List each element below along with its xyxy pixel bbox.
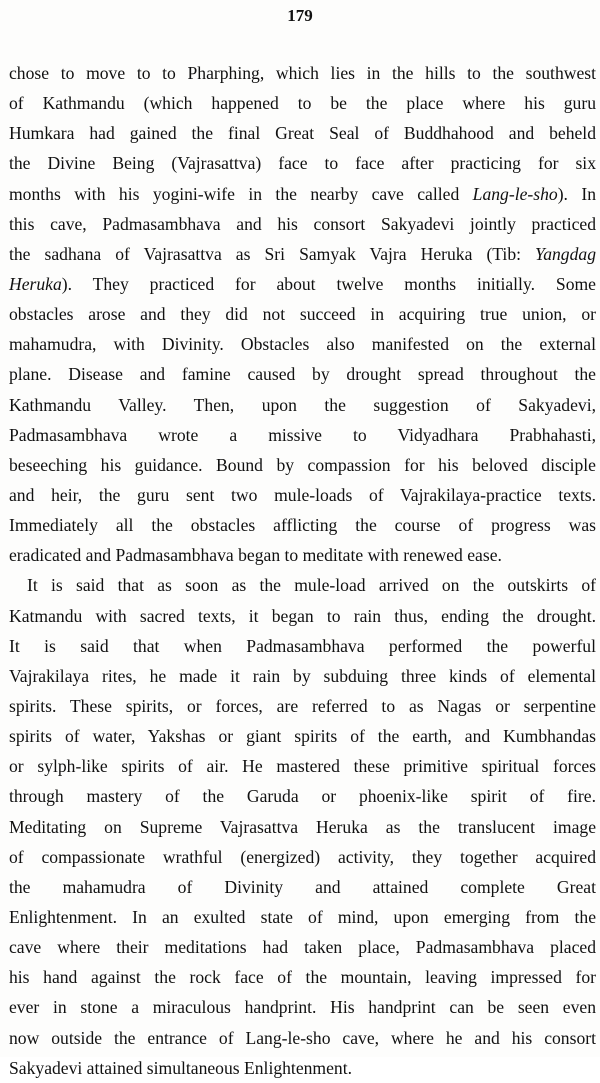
text-segment: Humkara had gained the final Great Seal of Buddhahood and beheld	[9, 123, 596, 144]
text-segment: the Divine Being (Vajrasattva) face to face after practicing for six	[9, 153, 596, 174]
text-segment: chose to move to to Pharphing, which lies in the hills to the southwest	[9, 63, 596, 83]
text-line	[9, 179, 596, 209]
text-segment: or sylph-like spirits of air. He mastered these primitive spiritual forces	[9, 756, 596, 777]
text-line	[9, 329, 596, 359]
text-segment: plane. Disease and famine caused by drought spread throughout the	[9, 364, 596, 385]
text-line	[9, 902, 596, 932]
text-segment: mahamudra, with Divinity. Obstacles also manifested on the external	[9, 334, 596, 355]
text-line	[9, 1023, 596, 1053]
text-line	[9, 1053, 596, 1083]
text-segment: spirits. These spirits, or forces, are referred to as Nagas or serpentine	[9, 695, 596, 716]
text-line	[9, 239, 596, 269]
text-line	[9, 390, 596, 420]
text-segment: spirits of water, Yakshas or giant spirits of the earth, and Kumbhandas	[9, 726, 596, 747]
text-segment: Padmasambhava wrote a missive to Vidyadhara Prabhahasti,	[9, 424, 596, 445]
text-line	[9, 992, 596, 1022]
italic-term: Yangdag	[535, 243, 596, 264]
text-segment: obstacles arose and they did not succeed in acquiring true union, or	[9, 304, 596, 325]
text-line	[9, 269, 596, 299]
text-segment: ). In	[557, 183, 597, 204]
text-segment: Kathmandu Valley. Then, upon the suggestion of Sakyadevi,	[9, 394, 596, 415]
text-segment: Vajrakilaya rites, he made it rain by subduing three kinds of elemental	[9, 665, 596, 686]
text-line	[9, 812, 596, 842]
text-line	[9, 721, 596, 751]
text-segment: the sadhana of Vajrasattva as Sri Samyak Vajra Heruka (Tib:	[9, 243, 536, 264]
text-segment: Sakyadevi attained simultaneous Enlightenment.	[9, 1057, 353, 1078]
text-line	[9, 751, 596, 781]
text-line	[9, 631, 596, 661]
text-line	[9, 781, 596, 811]
text-segment: beseeching his guidance. Bound by compassion for his beloved disciple	[9, 454, 596, 475]
italic-term: Heruka	[9, 273, 62, 294]
text-segment: the mahamudra of Divinity and attained complete Great	[9, 876, 596, 897]
text-line	[9, 601, 596, 631]
text-segment: his hand against the rock face of the mountain, leaving impressed for	[9, 967, 596, 988]
text-line	[9, 118, 596, 148]
text-segment: of compassionate wrathful (energized) activity, they together acquired	[9, 846, 596, 867]
text-line	[9, 299, 596, 329]
text-line	[9, 480, 596, 510]
text-line	[9, 932, 596, 962]
text-line	[9, 842, 596, 872]
text-line	[9, 148, 596, 178]
text-segment: It is said that as soon as the mule-load arrived on the outskirts of	[27, 575, 596, 596]
text-segment: through mastery of the Garuda or phoenix-like spirit of fire.	[9, 786, 596, 807]
text-line	[9, 540, 596, 570]
text-segment: Immediately all the obstacles afflicting the course of progress was	[9, 515, 596, 536]
text-segment: Katmandu with sacred texts, it began to rain thus, ending the drought.	[9, 605, 596, 626]
page-number: 179	[287, 6, 313, 25]
text-segment: ever in stone a miraculous handprint. His handprint can be seen even	[9, 997, 596, 1018]
text-segment: eradicated and Padmasambhava began to meditate with renewed ease.	[9, 545, 502, 566]
text-line	[9, 872, 596, 902]
text-line	[9, 450, 596, 480]
text-segment: of Kathmandu (which happened to be the place where his guru	[9, 93, 596, 114]
italic-term: Lang-le-sho	[472, 183, 558, 204]
text-line	[9, 58, 596, 88]
text-segment: cave where their meditations had taken place, Padmasambhava placed	[9, 937, 596, 958]
text-segment: and heir, the guru sent two mule-loads of Vajrakilaya-practice texts.	[9, 484, 596, 505]
text-line	[9, 88, 596, 118]
text-segment: ). They practiced for about twelve months initially. Some	[61, 273, 596, 294]
text-line	[9, 359, 596, 389]
text-line	[9, 691, 596, 721]
text-segment: It is said that when Padmasambhava performed the powerful	[9, 635, 596, 656]
body-text	[9, 58, 596, 1083]
text-line	[9, 209, 596, 239]
text-segment: months with his yogini-wife in the nearby cave called	[9, 183, 473, 204]
text-segment: Meditating on Supreme Vajrasattva Heruka as the translucent image	[9, 816, 596, 837]
text-line	[9, 962, 596, 992]
text-segment: this cave, Padmasambhava and his consort Sakyadevi jointly practiced	[9, 213, 596, 234]
text-segment: Enlightenment. In an exulted state of mind, upon emerging from the	[9, 906, 596, 927]
text-line	[9, 510, 596, 540]
text-line	[9, 420, 596, 450]
text-segment: now outside the entrance of Lang-le-sho cave, where he and his consort	[9, 1027, 596, 1048]
text-line	[9, 570, 596, 600]
text-line	[9, 661, 596, 691]
